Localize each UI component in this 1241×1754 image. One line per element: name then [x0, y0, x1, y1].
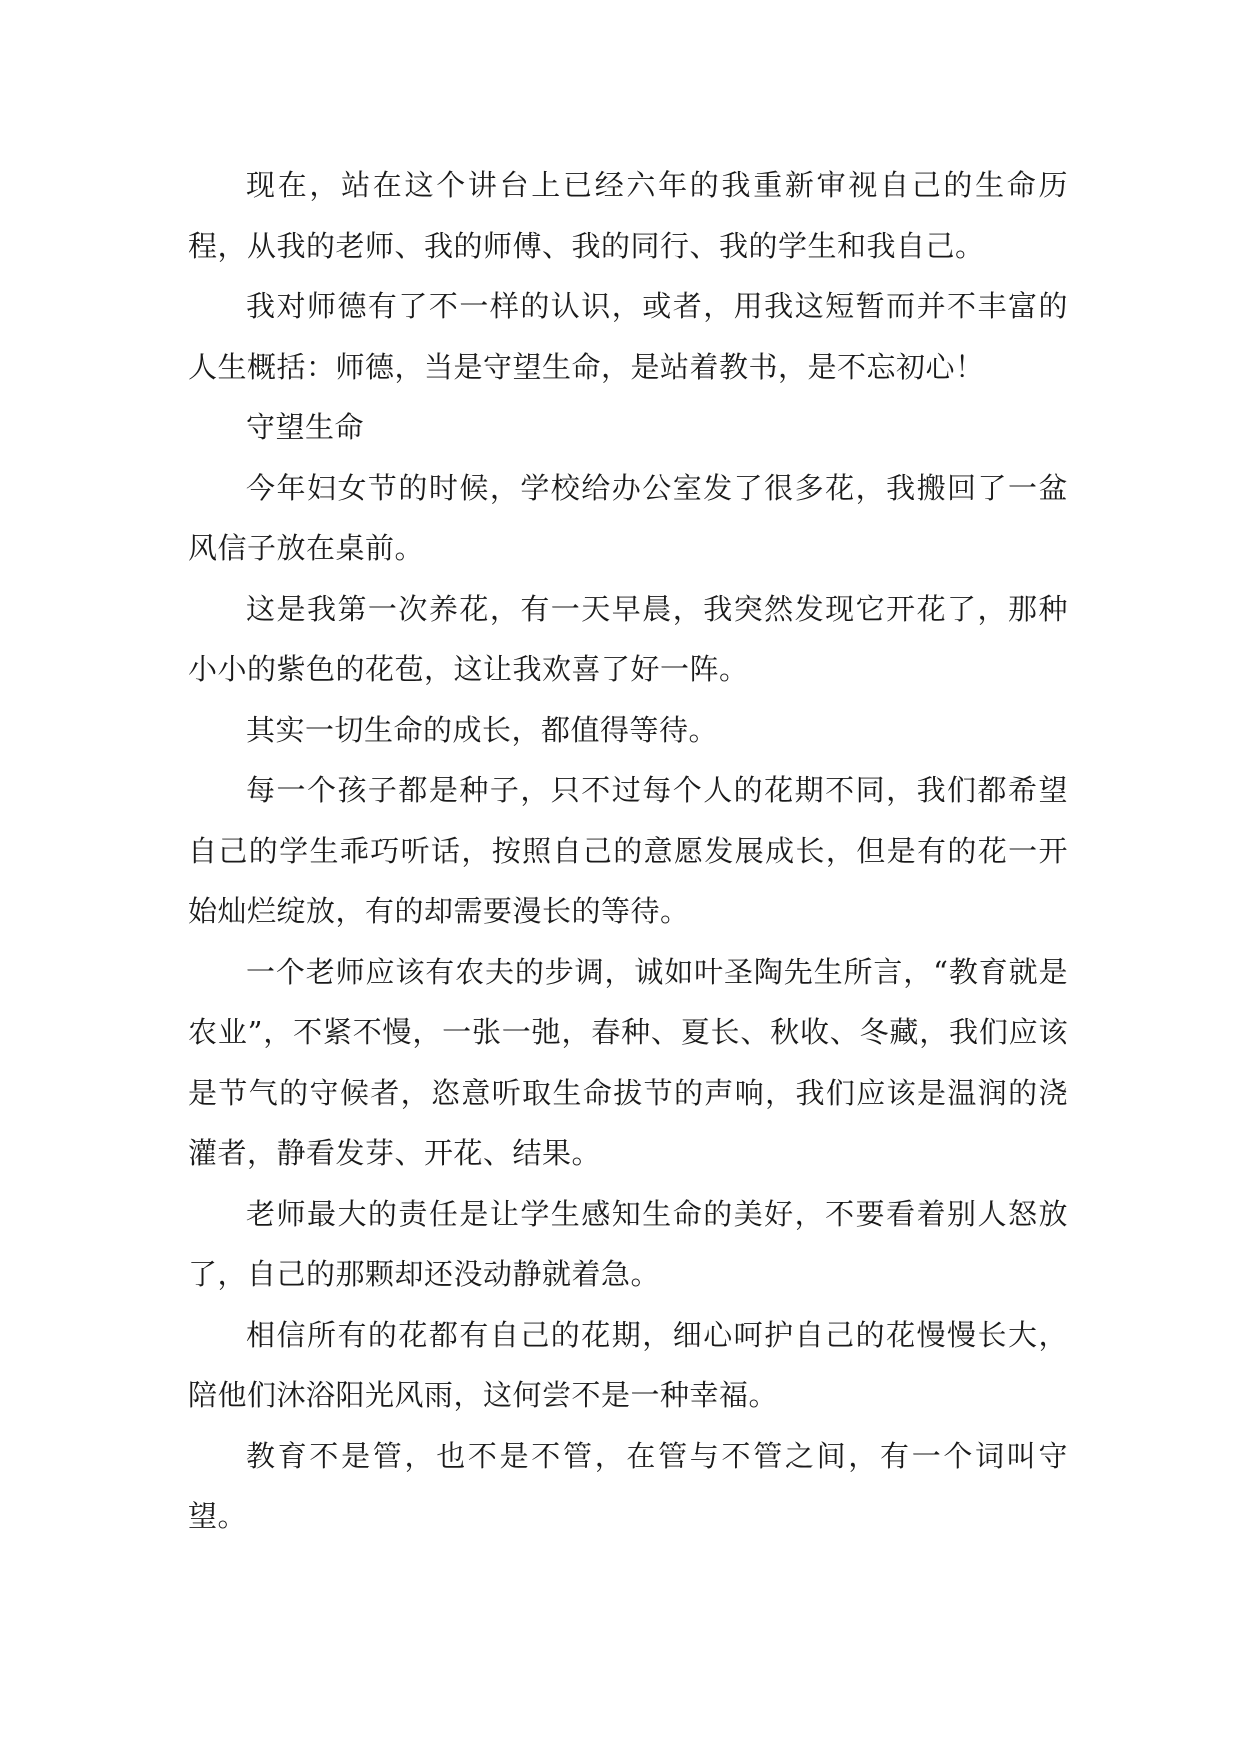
paragraph: 我对师德有了不一样的认识，或者，用我这短暂而并不丰富的人生概括：师德，当是守望生命，是站着教书，是不忘初心！ — [188, 289, 1068, 384]
document-body — [188, 155, 1068, 1547]
paragraph: 其实一切生命的成长，都值得等待。 — [246, 712, 719, 747]
paragraph: 教育不是管，也不是不管，在管与不管之间，有一个词叫守望。 — [188, 1438, 1068, 1533]
paragraph: 一个老师应该有农夫的步调，诚如叶圣陶先生所言，“教育就是农业”，不紧不慢，一张一弛，春种、夏长、秋收、冬藏，我们应该是节气的守候者，恣意听取生命拔节的声响，我们应该是温润的浇灌者，静看发芽、开花、结果。 — [188, 954, 1068, 1170]
paragraph: 现在，站在这个讲台上已经六年的我重新审视自己的生命历程，从我的老师、我的师傅、我的同行、我的学生和我自己。 — [188, 168, 1068, 263]
paragraph: 今年妇女节的时候，学校给办公室发了很多花，我搬回了一盆风信子放在桌前。 — [188, 470, 1068, 565]
section-heading: 守望生命 — [246, 410, 365, 444]
paragraph: 老师最大的责任是让学生感知生命的美好，不要看着别人怒放了，自己的那颗却还没动静就着急。 — [188, 1196, 1068, 1291]
paragraph: 这是我第一次养花，有一天早晨，我突然发现它开花了，那种小小的紫色的花苞，这让我欢喜了好一阵。 — [188, 591, 1068, 686]
paragraph: 相信所有的花都有自己的花期，细心呵护自己的花慢慢长大，陪他们沐浴阳光风雨，这何尝不是一种幸福。 — [188, 1317, 1068, 1412]
paragraph: 每一个孩子都是种子，只不过每个人的花期不同，我们都希望自己的学生乖巧听话，按照自己的意愿发展成长，但是有的花一开始灿烂绽放，有的却需要漫长的等待。 — [188, 773, 1068, 928]
